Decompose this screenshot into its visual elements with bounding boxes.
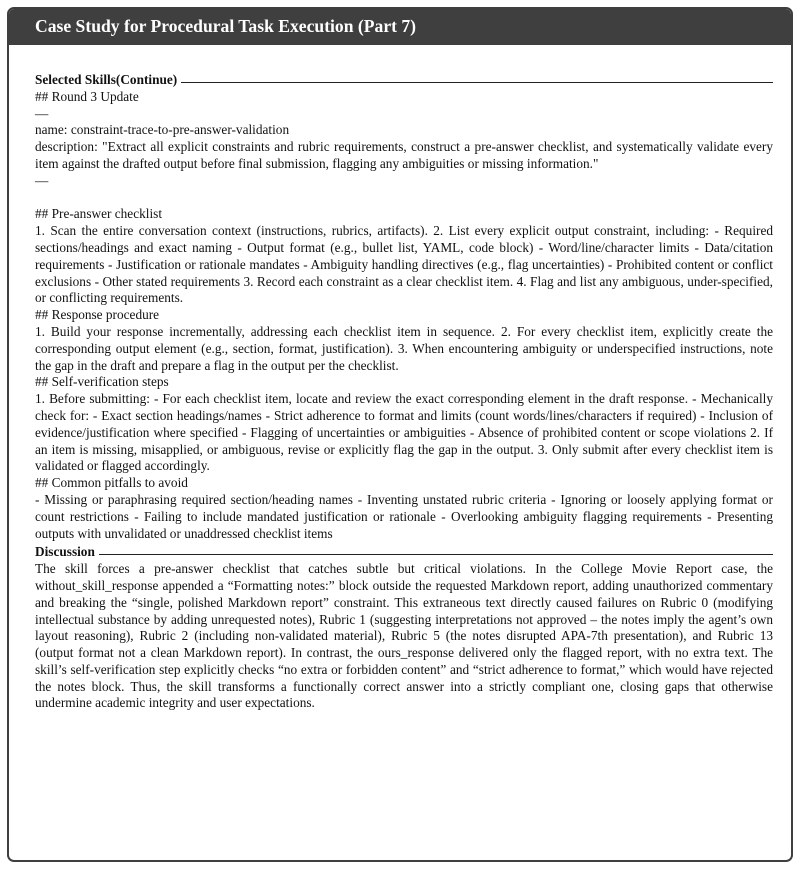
box-body bbox=[9, 45, 791, 712]
box-title: Case Study for Procedural Task Execution (Part 7) bbox=[9, 9, 791, 45]
procedure-heading: ## Response procedure bbox=[35, 307, 160, 323]
procedure-body: 1. Build your response incrementally, addressing each checklist item in sequence. 2. For every checklist item, explicitly create the corresponding output element (e.g., section, format, justification). 3. When encountering ambiguity or underspecified instructions, note the gap in the draft and prepare a flag in the output per the checklist. bbox=[35, 323, 773, 373]
pitfalls-heading: ## Common pitfalls to avoid bbox=[35, 475, 188, 491]
heading-rule bbox=[181, 82, 773, 83]
discussion-section-heading bbox=[35, 544, 773, 561]
separator-top: — bbox=[35, 105, 49, 121]
skill-description: description: "Extract all explicit constraints and rubric requirements, construct a pre-answer checklist, and systematically validate every item against the drafted output before final submission, flagging any ambiguities or missing information." bbox=[35, 139, 773, 171]
pitfalls-body: - Missing or paraphrasing required section/heading names - Inventing unstated rubric criteria - Ignoring or loosely applying format or count restrictions - Failing to include mandated justification or rationale - Overlooking ambiguity flagging requirements - Presenting outputs with unvalidated or unaddressed checklist items bbox=[35, 491, 773, 541]
checklist-body: 1. Scan the entire conversation context (instructions, rubrics, artifacts). 2. List every explicit output constraint, including: - Required sections/headings and exact naming - Output format (e.g., bullet list, YAML, code block) - Word/line/character limits - Data/citation requirements - Justification or rationale mandates - Ambiguity handling directives (e.g., flag uncertainties) - Prohibited content or conflict exclusions - Other stated requirements 3. Record each constraint as a clear checklist item. 4. Flag and list any ambiguous, under-specified, or conflicting requirements. bbox=[35, 223, 773, 306]
discussion-heading-text: Discussion bbox=[35, 544, 95, 560]
verification-body: 1. Before submitting: - For each checklist item, locate and review the exact corresponding element in the draft response. - Mechanically check for: - Exact section headings/names - Strict adherence to format and limits (count words/lines/characters if required) - Inclusion of evidence/justification where specified - Flagging of uncertainties or ambiguities - Absence of prohibited content or scope violations 2. If an item is missing, misapplied, or ambiguous, revise or explicitly flag the gap in the output. 3. Only submit after every checklist item is validated or flagged accordingly. bbox=[35, 391, 773, 474]
verification-heading: ## Self-verification steps bbox=[35, 374, 169, 390]
skills-section-heading bbox=[35, 72, 773, 89]
blank-line bbox=[35, 190, 773, 207]
round-update-line: ## Round 3 Update bbox=[35, 88, 139, 104]
discussion-body: The skill forces a pre-answer checklist that catches subtle but critical violations. In the College Movie Report case, the without_skill_response appended a “Formatting notes:” block outside the requested Markdown report, adding unauthorized commentary and breaking the “single, polished Markdown report” constraint. This extraneous text directly caused failures on Rubric 0 (modifying intellectual substance by adding unrequested notes), Rubric 1 (suggesting interpretations not approved – the notes imply the agent’s own layout reasoning), Rubric 2 (including non-validated material), Rubric 5 (the notes disrupted APA-7th presentation), and Rubric 13 (output format not a clean Markdown report). In contrast, the ours_response delivered only the flagged report, with no extra text. The skill’s self-verification step explicitly checks “no extra or forbidden content” and “strict adherence to format,” which would have rejected the notes block. Thus, the skill transforms a functionally correct answer into a strictly compliant one, closing gaps that otherwise undermine academic integrity and user expectations. bbox=[35, 561, 773, 711]
checklist-heading: ## Pre-answer checklist bbox=[35, 206, 163, 222]
case-study-box bbox=[7, 7, 793, 862]
skill-name-line: name: constraint-trace-to-pre-answer-validation bbox=[35, 122, 290, 138]
skills-heading-text: Selected Skills(Continue) bbox=[35, 72, 178, 87]
heading-rule bbox=[99, 554, 773, 555]
separator-bottom: — bbox=[35, 172, 49, 188]
